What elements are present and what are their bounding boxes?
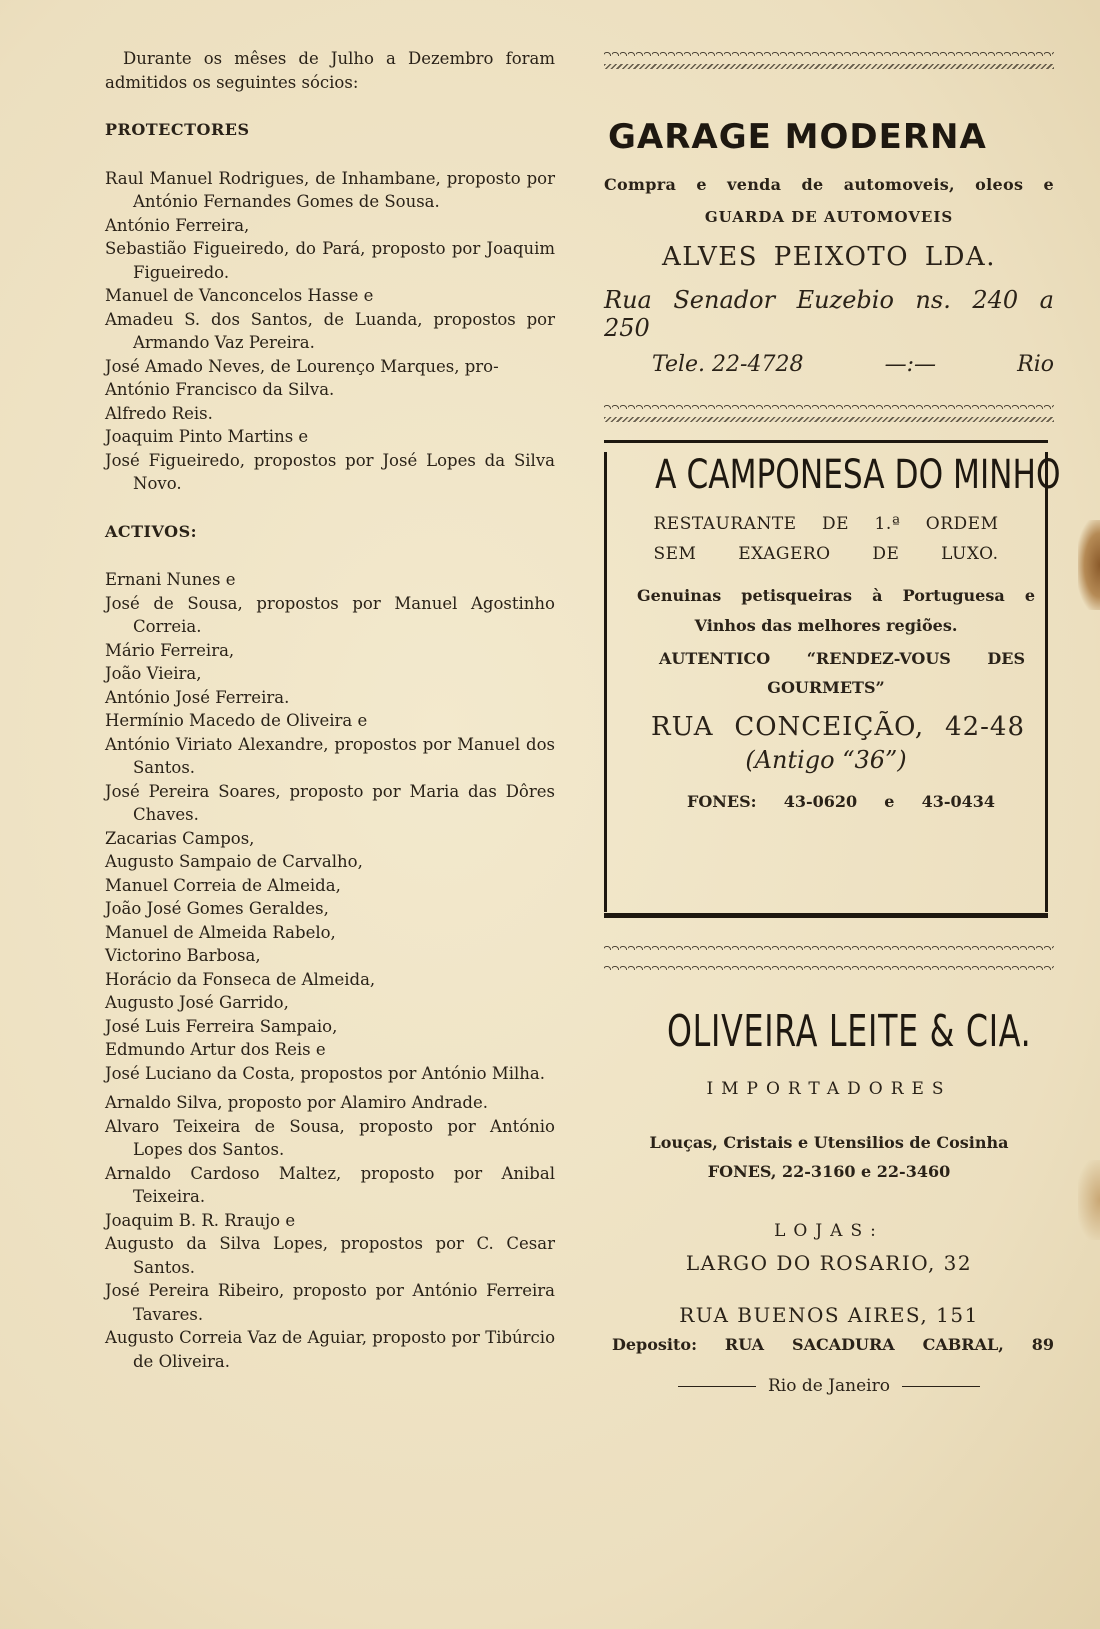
wavy-rule bbox=[604, 964, 1054, 976]
list-item: Arnaldo Silva, proposto por Alamiro Andrade. bbox=[105, 1093, 488, 1112]
list-item: Mário Ferreira, bbox=[105, 640, 235, 660]
garage-line: GUARDA DE AUTOMOVEIS bbox=[704, 208, 954, 226]
camponesa-ad bbox=[604, 452, 1061, 912]
oliveira-title: OLIVEIRA LEITE & CIA. bbox=[667, 1006, 1032, 1057]
list-item: Augusto Sampaio de Carvalho, bbox=[105, 852, 363, 871]
activos-list bbox=[105, 568, 555, 1373]
garage-city: Rio bbox=[1017, 352, 1054, 377]
separator: —:— bbox=[884, 352, 936, 377]
camponesa-text: AUTENTICO “RENDEZ-VOUS DES bbox=[659, 649, 1025, 668]
list-item: José Luis Ferreira Sampaio, bbox=[105, 1016, 338, 1036]
camponesa-subtitle: RESTAURANTE DE 1.ª ORDEM bbox=[653, 514, 999, 534]
list-item: João Vieira, bbox=[105, 664, 202, 683]
rule bbox=[678, 1386, 756, 1387]
list-item: Hermínio Macedo de Oliveira e bbox=[105, 711, 368, 730]
oliveira-store: LARGO DO ROSARIO, 32 bbox=[685, 1251, 973, 1275]
list-item: João José Gomes Geraldes, bbox=[105, 899, 329, 918]
camponesa-text: GOURMETS” bbox=[767, 678, 885, 697]
list-item: António José Ferreira. bbox=[105, 687, 290, 707]
oliveira-store: RUA BUENOS AIRES, 151 bbox=[679, 1303, 979, 1327]
garage-moderna-ad bbox=[604, 50, 1054, 422]
activos-heading: ACTIVOS: bbox=[105, 521, 198, 541]
list-item: José Pereira Soares, proposto por Maria das Dôres Chaves. bbox=[105, 781, 555, 824]
oliveira-city: Rio de Janeiro bbox=[768, 1376, 890, 1396]
list-item: Sebastião Figueiredo, do Pará, proposto por Joaquim Figueiredo. bbox=[105, 239, 555, 282]
wavy-rule bbox=[604, 944, 1054, 956]
list-item: Edmundo Artur dos Reis e bbox=[105, 1040, 326, 1059]
garage-title: GARAGE MODERNA bbox=[608, 117, 987, 157]
garage-address: Rua Senador Euzebio ns. 240 a 250 bbox=[604, 286, 1054, 342]
intro-paragraph: Durante os mêses de Julho a Dezembro foram admitidos os seguintes sócios: bbox=[105, 49, 555, 92]
list-item: José Pereira Ribeiro, proposto por António Ferreira Tavares. bbox=[105, 1281, 555, 1324]
list-item: Manuel Correia de Almeida, bbox=[105, 875, 341, 895]
list-item: Raul Manuel Rodrigues, de Inhambane, proposto por António Fernandes Gomes de Sousa. bbox=[105, 168, 555, 211]
oliveira-importadores: IMPORTADORES bbox=[706, 1079, 952, 1099]
protectores-list bbox=[105, 167, 555, 496]
garage-company: ALVES PEIXOTO LDA. bbox=[662, 242, 996, 272]
protectores-heading: PROTECTORES bbox=[105, 120, 250, 139]
camponesa-address: RUA CONCEIÇÃO, 42-48 bbox=[651, 712, 1025, 742]
list-item: José Figueiredo, propostos por José Lopes da Silva Novo. bbox=[105, 450, 555, 493]
list-item: Amadeu S. dos Santos, de Luanda, propostos por Armando Vaz Pereira. bbox=[105, 309, 555, 352]
list-item: Alfredo Reis. bbox=[105, 403, 213, 423]
list-item: José de Sousa, propostos por Manuel Agostinho Correia. bbox=[105, 593, 555, 636]
list-item: Augusto da Silva Lopes, propostos por C. Cesar Santos. bbox=[105, 1234, 555, 1277]
list-item: António Viriato Alexandre, propostos por Manuel dos Santos. bbox=[105, 734, 555, 777]
oliveira-leite-ad bbox=[604, 1006, 1054, 1396]
list-item: José Amado Neves, de Lourenço Marques, pro- bbox=[105, 356, 499, 376]
list-item: Ernani Nunes e bbox=[105, 570, 236, 589]
garage-phone-line bbox=[652, 352, 1054, 377]
list-item: José Luciano da Costa, propostos por António Milha. bbox=[105, 1063, 545, 1083]
list-item: Manuel de Vanconcelos Hasse e bbox=[105, 286, 374, 305]
oliveira-city-line bbox=[604, 1376, 1054, 1396]
camponesa-old-number: (Antigo “36”) bbox=[745, 746, 907, 774]
list-item: António Ferreira, bbox=[105, 215, 250, 235]
edge-stain bbox=[1078, 1160, 1100, 1240]
list-item: Alvaro Teixeira de Sousa, proposto por António Lopes dos Santos. bbox=[105, 1116, 555, 1159]
list-item: Joaquim B. R. Rraujo e bbox=[105, 1210, 296, 1230]
list-item: Augusto José Garrido, bbox=[105, 993, 289, 1012]
list-item: Arnaldo Cardoso Maltez, proposto por Anibal Teixeira. bbox=[105, 1163, 555, 1206]
rule bbox=[902, 1386, 980, 1387]
edge-stain bbox=[1078, 520, 1100, 610]
wavy-rule bbox=[604, 50, 1054, 62]
oliveira-lojas-heading: LOJAS: bbox=[774, 1221, 884, 1241]
wavy-rule bbox=[604, 403, 1054, 415]
list-item: Victorino Barbosa, bbox=[105, 946, 261, 965]
members-column bbox=[105, 47, 555, 1373]
camponesa-title: A CAMPONESA DO MINHO bbox=[655, 452, 1061, 498]
list-item: Augusto Correia Vaz de Aguiar, proposto por Tibúrcio de Oliveira. bbox=[105, 1328, 555, 1371]
list-item: Manuel de Almeida Rabelo, bbox=[105, 922, 336, 942]
oliveira-phones: FONES, 22-3160 e 22-3460 bbox=[707, 1162, 951, 1181]
wavy-rule bbox=[604, 64, 1054, 69]
camponesa-phones: FONES: 43-0620 e 43-0434 bbox=[687, 792, 995, 811]
list-item: Zacarias Campos, bbox=[105, 828, 255, 848]
list-item: Horácio da Fonseca de Almeida, bbox=[105, 969, 376, 989]
garage-phone: Tele. 22-4728 bbox=[652, 352, 804, 377]
list-item: António Francisco da Silva. bbox=[105, 380, 335, 399]
oliveira-deposito: Deposito: RUA SACADURA CABRAL, 89 bbox=[612, 1335, 1054, 1354]
list-item: Joaquim Pinto Martins e bbox=[105, 427, 309, 446]
oliveira-products: Louças, Cristais e Utensilios de Cosinha bbox=[649, 1133, 1009, 1152]
camponesa-text: Genuinas petisqueiras à Portuguesa e bbox=[637, 586, 1035, 605]
wavy-rule bbox=[604, 417, 1054, 422]
garage-line: Compra e venda de automoveis, oleos e bbox=[604, 175, 1054, 194]
camponesa-subtitle: SEM EXAGERO DE LUXO. bbox=[653, 544, 999, 564]
advertisements-column bbox=[604, 50, 1061, 1396]
camponesa-text: Vinhos das melhores regiões. bbox=[694, 616, 958, 635]
